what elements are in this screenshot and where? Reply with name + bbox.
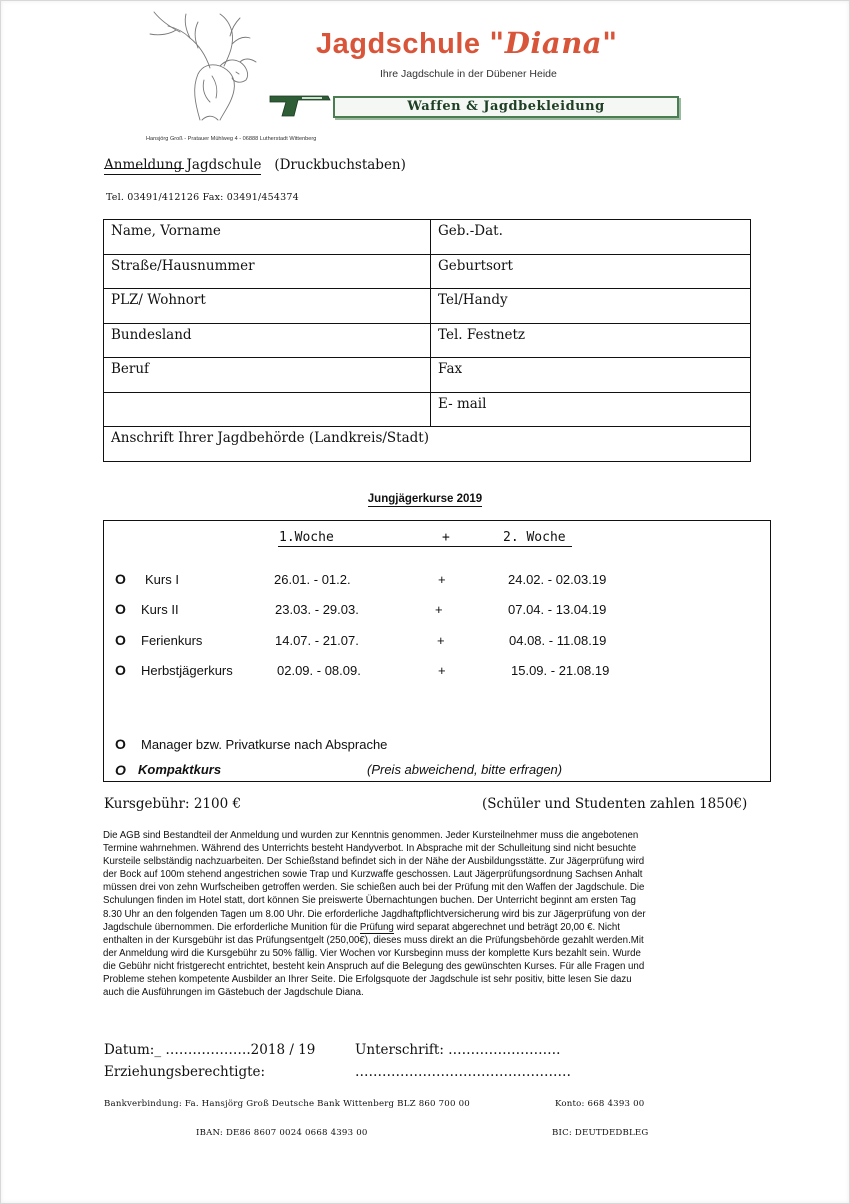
course-name: Ferienkurs	[141, 633, 203, 648]
table-row	[104, 427, 751, 462]
terms-text: wird separat abgerechnet und beträgt 20,00 €. Nicht	[393, 921, 620, 933]
form-field-street[interactable]	[104, 254, 431, 289]
course-week1-dates: 26.01. - 01.2.	[274, 572, 351, 587]
bank-iban: IBAN: DE86 8607 0024 0668 4393 00	[196, 1128, 368, 1138]
form-field-email[interactable]	[431, 392, 751, 427]
field-label: Straße/Hausnummer	[111, 257, 255, 274]
course-plus: +	[438, 572, 446, 587]
terms-line: enthalten in der Kursgebühr ist das Prüfungsentgelt (250,00€), dieses muss direkt an die Prüfungsbehörde gezahlt werden.Mit	[103, 934, 644, 946]
form-field-mobile[interactable]	[431, 289, 751, 324]
course-name: Kurs I	[145, 572, 179, 587]
field-label: Bundesland	[111, 326, 192, 343]
field-label: Tel/Handy	[438, 292, 508, 308]
form-field-birthplace[interactable]	[431, 254, 751, 289]
field-label: E- mail	[438, 395, 487, 412]
brand-name: Jagdschule	[316, 28, 481, 60]
course-checkbox[interactable]: O	[115, 736, 126, 752]
table-row	[104, 220, 751, 255]
terms-line: 8.30 Uhr an den folgenden Tagen um 8.00 Uhr. Die erforderliche Jagdhaftpflichtversicherung wird bis zur Jägerprüfung von der	[103, 908, 646, 920]
course-week2-dates: 15.09. - 21.08.19	[511, 663, 610, 678]
form-field-state[interactable]	[104, 323, 431, 358]
registration-subtitle: (Druckbuchstaben)	[274, 157, 406, 173]
course-name: Herbstjägerkurs	[141, 663, 233, 678]
course-week1-dates: 23.03. - 29.03.	[275, 602, 359, 617]
course-checkbox[interactable]: O	[115, 762, 126, 778]
form-field-landline[interactable]	[431, 323, 751, 358]
form-field-fax[interactable]	[431, 358, 751, 393]
week2-header: 2. Woche	[503, 530, 566, 545]
week-header-underline	[278, 546, 572, 547]
terms-line	[103, 921, 748, 934]
registration-form-table	[103, 219, 751, 462]
manager-course-label: Manager bzw. Privatkurse nach Absprache	[141, 737, 388, 752]
field-label: Geb.-Dat.	[438, 223, 503, 239]
terms-line: der Bock auf 100m stehend angestrichen sowie Trap und Kurzwaffe geschossen. Laut Jägerprüfungsordnung Sachsen Anhalt	[103, 869, 643, 881]
terms-paragraph	[103, 829, 748, 999]
form-field-name[interactable]	[104, 220, 431, 255]
terms-underlined-word: Prüfung	[359, 921, 394, 933]
form-field-empty[interactable]	[104, 392, 431, 427]
week-plus-header: +	[442, 530, 450, 545]
form-field-occupation[interactable]	[104, 358, 431, 393]
form-field-birthdate[interactable]	[431, 220, 751, 255]
terms-line: der Anmeldung wird die Kursgebühr zu 50% fällig. Vier Wochen vor Kursbeginn muss der komplette Kurs bezahlt sein. Wurde	[103, 947, 641, 959]
field-label: Geburtsort	[438, 257, 513, 274]
banner	[333, 96, 679, 118]
contact-line: Tel. 03491/412126 Fax: 03491/454374	[106, 192, 299, 203]
form-field-hunting-authority[interactable]	[104, 427, 751, 462]
course-checkbox[interactable]: O	[115, 632, 126, 648]
terms-line: Termine wahrnehmen. Während des Unterrichts besteht Handyverbot. In Absprache mit der Schulleitung sind nicht besuchte	[103, 843, 637, 855]
terms-line: müssen drei von zehn Wurfscheiben getroffen werden. Sie schießen auch bei der Prüfung mit den Waffen der Jagdschule. Die	[103, 882, 645, 894]
course-plus: +	[435, 602, 443, 617]
courses-heading-text: Jungjägerkurse 2019	[367, 493, 483, 505]
signature-field[interactable]: Unterschrift: …………………….	[355, 1042, 561, 1058]
deer-head-logo	[140, 8, 270, 126]
courses-heading	[0, 493, 850, 505]
banner-text: Waffen & Jagdbekleidung	[407, 99, 605, 114]
course-checkbox[interactable]: O	[115, 571, 126, 587]
table-row	[104, 323, 751, 358]
course-week1-dates: 14.07. - 21.07.	[275, 633, 359, 648]
registration-title	[104, 157, 406, 173]
title-strike-line	[104, 168, 184, 169]
field-label: Tel. Festnetz	[438, 326, 526, 343]
date-field[interactable]: Datum:_ ……………….2018 / 19	[104, 1042, 316, 1058]
course-checkbox[interactable]: O	[115, 662, 126, 678]
brand-tagline: Ihre Jagdschule in der Dübener Heide	[380, 68, 557, 80]
brand-title	[316, 26, 618, 61]
course-week2-dates: 07.04. - 13.04.19	[508, 602, 607, 617]
brand-script-name: "Diana"	[489, 26, 618, 60]
terms-line: Kursteile selbständig nachzuarbeiten. Der Schießstand befindet sich in der Nähe der Ausbildungsstätte. Zur Jägerprüfung wird	[103, 856, 645, 868]
kompakt-course-note: (Preis abweichend, bitte erfragen)	[367, 762, 563, 777]
terms-line: Schulungen finden im Hotel statt, dort können Sie preiswerte Übernachtungen buchen. Der Unterricht beginnt am ersten Tag	[103, 895, 636, 907]
week1-header: 1.Woche	[279, 530, 334, 545]
student-fee: (Schüler und Studenten zahlen 1850€)	[482, 796, 748, 812]
course-week2-dates: 24.02. - 02.03.19	[508, 572, 607, 587]
terms-text: Jagdschule übernommen. Die erforderliche Munition für die	[103, 921, 360, 933]
field-label: PLZ/ Wohnort	[111, 292, 206, 308]
terms-line: auch die Ausführungen im Gästebuch der Jagdschule Diana.	[103, 987, 364, 999]
course-week2-dates: 04.08. - 11.08.19	[509, 633, 607, 648]
registration-title-text: Anmeldung Jagdschule	[104, 157, 262, 173]
bank-bic: BIC: DEUTDEDBLEG	[552, 1128, 649, 1138]
form-field-zip-city[interactable]	[104, 289, 431, 324]
kompakt-course-label: Kompaktkurs	[138, 762, 222, 777]
course-checkbox[interactable]: O	[115, 601, 126, 617]
field-label: Beruf	[111, 361, 150, 377]
guardian-label: Erziehungsberechtigte:	[104, 1064, 266, 1080]
course-plus: +	[437, 633, 445, 648]
table-row	[104, 254, 751, 289]
terms-line: Probleme stehen kompetente Ausbilder an Ihrer Seite. Die Erfolgsquote der Jagdschule ist sehr positiv, bitte lesen Sie dazu	[103, 974, 632, 986]
table-row	[104, 392, 751, 427]
terms-line: die Gebühr nicht fristgerecht entrichtet, besteht kein Anspruch auf die Belegung des gewünschten Kurses. Für alle Fragen und	[103, 960, 645, 972]
guardian-signature-line[interactable]: …………………………………………	[355, 1064, 571, 1080]
table-row	[104, 289, 751, 324]
course-week1-dates: 02.09. - 08.09.	[277, 663, 361, 678]
field-label: Anschrift Ihrer Jagdbehörde (Landkreis/Stadt)	[111, 430, 429, 446]
course-name: Kurs II	[141, 602, 179, 617]
course-fee: Kursgebühr: 2100 €	[104, 796, 242, 812]
bank-connection: Bankverbindung: Fa. Hansjörg Groß Deutsche Bank Wittenberg BLZ 860 700 00	[104, 1099, 470, 1109]
pistol-icon	[268, 92, 342, 120]
course-plus: +	[438, 663, 446, 678]
field-label: Fax	[438, 361, 463, 377]
table-row	[104, 358, 751, 393]
terms-line: Die AGB sind Bestandteil der Anmeldung und wurden zur Kenntnis genommen. Jeder Kursteilnehmer muss die angebotenen	[103, 830, 639, 841]
field-label: Name, Vorname	[111, 223, 221, 239]
bank-account: Konto: 668 4393 00	[555, 1099, 645, 1109]
header-address: Hansjörg Groß - Pratauer Mühlweg 4 - 06888 Lutherstadt Wittenberg	[146, 136, 317, 142]
